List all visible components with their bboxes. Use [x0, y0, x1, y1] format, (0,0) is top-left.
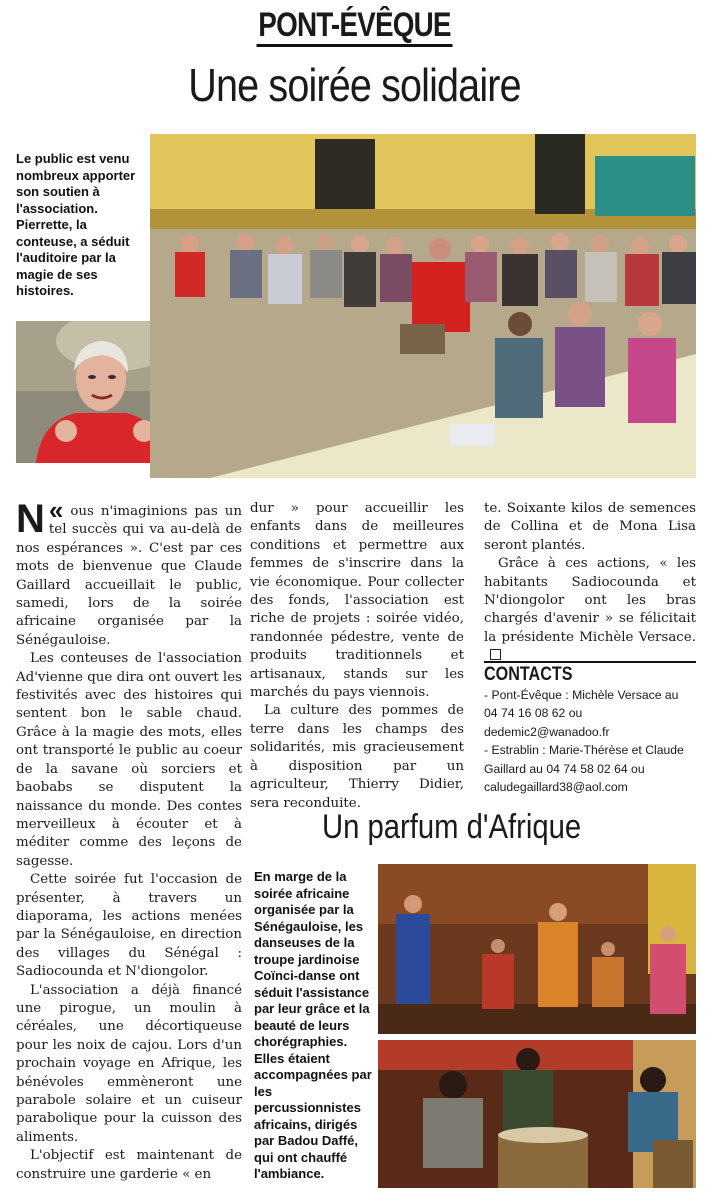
contact-line: Gaillard au 04 74 58 02 64 ou — [484, 761, 645, 776]
article-column-1 — [16, 495, 242, 1184]
end-of-article-mark — [490, 649, 501, 660]
contact-email-link[interactable]: dedemic2@wanadoo.fr — [484, 724, 610, 739]
opening-quote-mark: « — [48, 495, 64, 525]
col1-paragraph: Cette soirée fut l'occasion de présenter, à travers un diaporama, les actions menées par la Sénégauloise, en direction des villages du Sénégal : Sadiocounda et N'diongolor. — [16, 872, 242, 980]
contact-line: - Estrablin : Marie-Thérèse et Claude — [484, 743, 684, 758]
section-kicker: PONT-ÉVÊQUE — [64, 6, 645, 45]
col1-paragraph: Les conteuses de l'association Ad'vienne que dira ont ouvert les festivités avec des histoires qui sentent bon le sable chaud. Grâce à la magie des mots, elles ont transporté le public au coeur de la savane où sorciers et baobabs se disputent la naissance du monde. Des contes merveilleux à écouter et à méditer comme des leçons de sagesse. — [16, 651, 242, 869]
contacts-title: CONTACTS — [484, 664, 573, 685]
col1-paragraph: ous n'imaginions pas un tel succès qui va au-delà de nos espérances ». C'est par ces mots de bienvenue que Claude Gaillard accueillait le public, samedi, lors de la soirée africaine organisée par la Sénégauloise. — [16, 504, 242, 648]
dancers-photo — [378, 864, 696, 1034]
col2-paragraph: La culture des pommes de terre dans les champs des solidarités, mis gracieusement à disposition par un agriculteur, Thierry Didier, sera reconduite. — [250, 703, 464, 811]
contacts-divider — [484, 661, 696, 663]
contacts-box — [484, 686, 696, 796]
col3-paragraph: Grâce à ces actions, « les habitants Sadiocounda et N'diongolor ont les bras chargés d'avenir » se félicitait la présidente Michèle Versace. — [484, 556, 696, 645]
article-column-3 — [484, 500, 696, 666]
col1-paragraph: L'objectif est maintenant de construire une garderie « en — [16, 1148, 242, 1182]
col2-paragraph: dur » pour accueillir les enfants dans de meilleures conditions et permettre aux femmes de s'inscrire dans la vie économique. Pour collecter des fonds, l'association est riche de projets : soirée vidéo, randonnée pédestre, vente de produits traditionnels et artisanaux, stands sur les marchés du pays viennois. — [250, 501, 464, 701]
col1-paragraph: L'association a déjà financé une pirogue, un moulin à céréales, une décortiqueuse pour les noix de cajou. Lors d'un prochain voyage en Afrique, les bénévoles emmèneront une parabole solaire et un cuiseur parabolique pour la cuisson des aliments. — [16, 982, 242, 1145]
contact-line: 04 74 16 08 62 ou — [484, 706, 583, 721]
audience-photo — [150, 134, 696, 478]
article-column-2 — [250, 500, 464, 813]
contact-email-link[interactable]: caludegaillard38@aol.com — [484, 780, 628, 795]
photo-caption-main: Le public est venu nombreux apporter son soutien à l'association. Pierrette, la conteuse, a séduit l'auditoire par la magie de ses histoires. — [16, 151, 136, 298]
subheadline: Un parfum d'Afrique — [322, 808, 582, 846]
drop-cap: N — [16, 497, 45, 541]
drummers-photo — [378, 1040, 696, 1188]
contact-line: - Pont-Évêque : Michèle Versace au — [484, 688, 679, 702]
page-title: Une soirée solidaire — [188, 59, 521, 111]
col3-paragraph: te. Soixante kilos de semences de Collina et de Mona Lisa seront plantés. — [484, 501, 696, 553]
photo-caption-dance: En marge de la soirée africaine organisée par la Sénégauloise, les danseuses de la troupe jardinoise Coïnci-danse ont séduit l'assistance par leur grâce et la beauté de leurs chorégraphies. Elles étaient accompagnées par les percussionnistes africains, dirigés par Badou Daffé, qui ont chauffé l'ambiance. — [254, 869, 372, 1181]
